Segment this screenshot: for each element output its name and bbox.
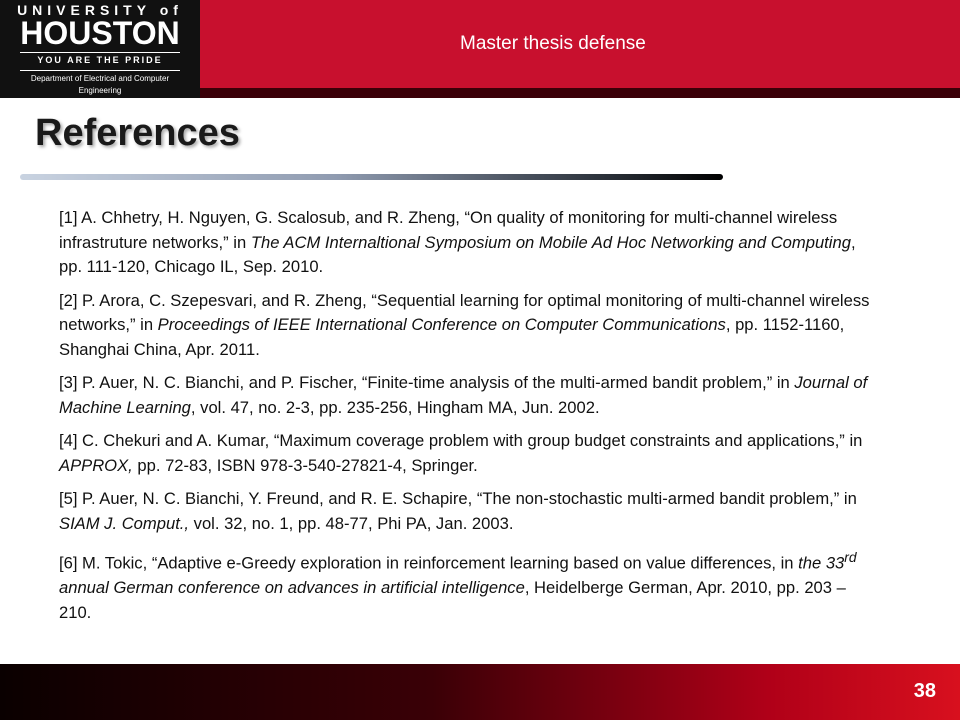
presentation-subtitle: Master thesis defense bbox=[460, 33, 646, 54]
logo-university-of: UNIVERSITY of bbox=[17, 2, 183, 18]
footer-bar bbox=[0, 664, 960, 720]
university-logo bbox=[0, 0, 200, 98]
logo-houston: HOUSTON bbox=[20, 15, 180, 51]
page-number: 38 bbox=[913, 680, 936, 702]
logo-tagline: YOU ARE THE PRIDE bbox=[20, 52, 180, 65]
reference-item: [3] P. Auer, N. C. Bianchi, and P. Fischer, “Finite-time analysis of the multi-armed bandit problem,” in Journal of Machine Learning, vol. 47, no. 2-3, pp. 235-256, Hingham MA, Jun. 2002. bbox=[59, 373, 868, 417]
references-list bbox=[59, 206, 879, 634]
reference-item: [5] P. Auer, N. C. Bianchi, Y. Freund, and R. E. Schapire, “The non-stochastic multi-armed bandit problem,” in SIAM J. Comput., vol. 32, no. 1, pp. 48-77, Phi PA, Jan. 2003. bbox=[59, 489, 857, 533]
title-underline bbox=[20, 174, 723, 180]
reference-item: [4] C. Chekuri and A. Kumar, “Maximum coverage problem with group budget constraints and applications,” in APPROX, pp. 72-83, ISBN 978-3-540-27821-4, Springer. bbox=[59, 431, 863, 475]
reference-item: [6] M. Tokic, “Adaptive e-Greedy exploration in reinforcement learning based on value differences, in the 33rd annual German conference on advances in artificial intelligence, Heidelberge German, Apr. 2010, pp. 203 – 210. bbox=[59, 549, 857, 622]
department-name: Department of Electrical and Computer Engineering bbox=[20, 70, 180, 97]
slide-title: References bbox=[35, 112, 240, 154]
reference-item: [2] P. Arora, C. Szepesvari, and R. Zheng, “Sequential learning for optimal monitoring of multi-channel wireless networks,” in Proceedings of IEEE International Conference on Computer Communications, pp. 1152-1160, Shanghai China, Apr. 2011. bbox=[59, 290, 870, 359]
reference-item: [1] A. Chhetry, H. Nguyen, G. Scalosub, and R. Zheng, “On quality of monitoring for multi-channel wireless infrastruture networks,” in The ACM Internaltional Symposium on Mobile Ad Hoc Networking and Computing, pp. 111-120, Chicago IL, Sep. 2010. bbox=[59, 208, 856, 276]
header-divider bbox=[200, 88, 960, 98]
